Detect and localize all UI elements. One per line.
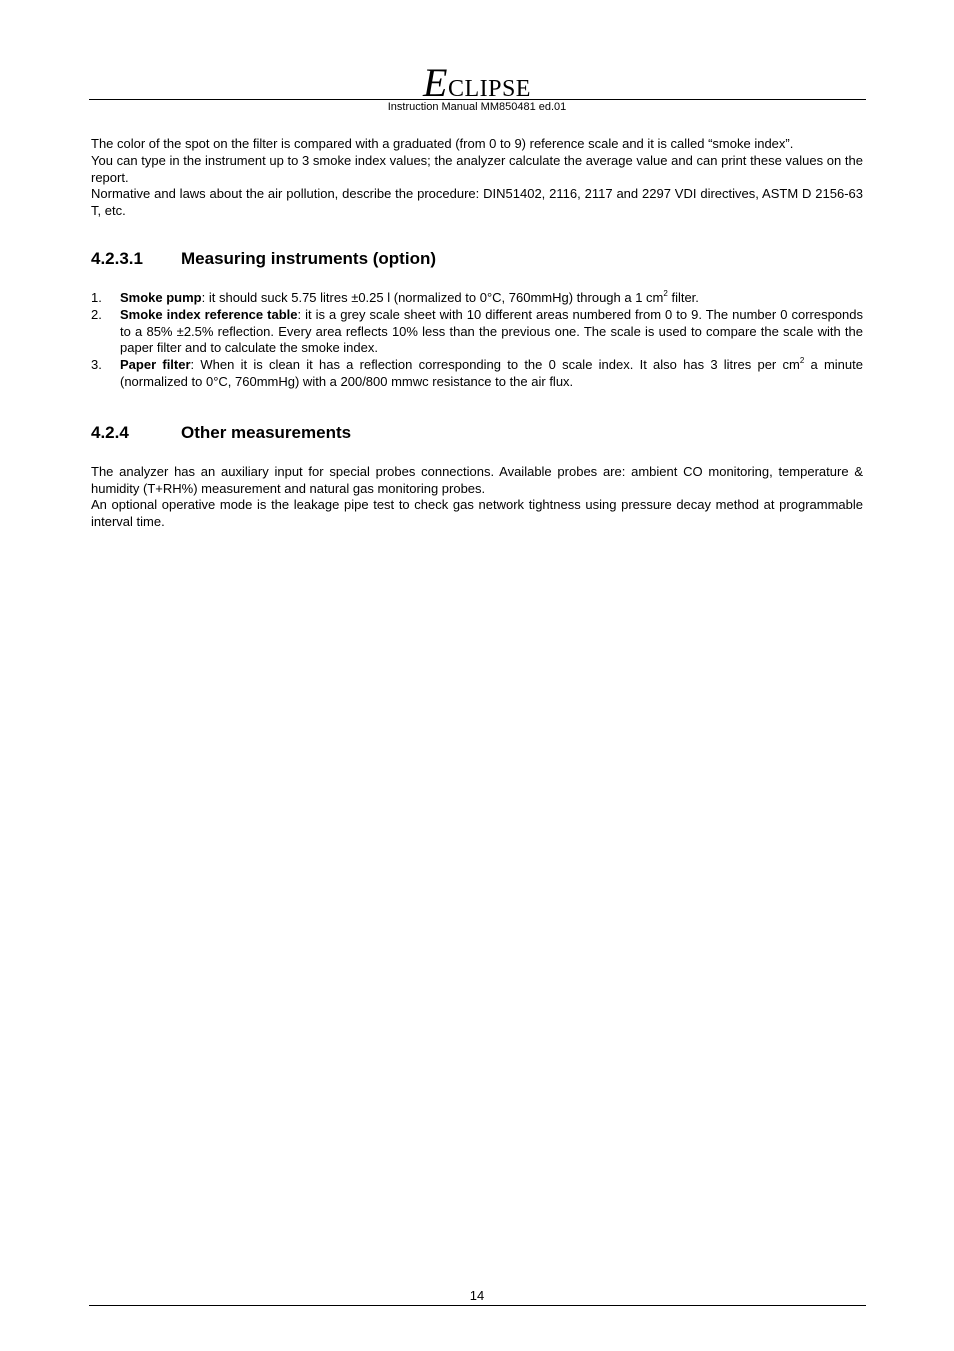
list-item-text: : it is a grey scale sheet with 10 different areas numbered from 0 to 9. The number 0 corresponds to a 85% ±2.5% reflection. Every area reflects 10% less than the previous one. The scale is used to compare the scale with the paper filter and to calculate the smoke index. [120, 306, 863, 356]
instruments-list [91, 290, 863, 391]
list-item-term: Paper filter [120, 357, 191, 373]
section-number: 4.2.4 [91, 422, 129, 442]
list-item [91, 307, 863, 357]
intro-paragraph-1: The color of the spot on the filter is compared with a graduated (from 0 to 9) reference scale and it is called “smoke index”. [91, 136, 794, 151]
page-number: 14 [469, 1288, 485, 1303]
page-content [91, 136, 863, 531]
section-title: Measuring instruments (option) [181, 248, 436, 268]
logo-rest: clipse [447, 67, 531, 104]
list-item [91, 357, 863, 391]
section-number: 4.2.3.1 [91, 248, 143, 268]
intro-paragraph-2: You can type in the instrument up to 3 smoke index values; the analyzer calculate the average value and can print these values on the report. [91, 152, 863, 185]
list-item-number: 3. [91, 357, 102, 373]
manual-title: Instruction Manual MM850481 ed.01 [387, 101, 567, 113]
list-item [91, 290, 863, 307]
list-item-term: Smoke index reference table [120, 306, 298, 322]
footer-rule [89, 1305, 866, 1306]
superscript: 2 [799, 355, 805, 365]
list-item-number: 2. [91, 306, 102, 322]
list-item-number: 1. [91, 289, 102, 305]
logo-initial: E [423, 60, 448, 105]
intro-paragraph-3: Normative and laws about the air pollution, describe the procedure: DIN51402, 2116, 2117 and 2297 VDI directives, ASTM D 2156-63 T, etc. [91, 186, 863, 219]
other-measurements-paragraph-2: An optional operative mode is the leakage pipe test to check gas network tightness using pressure decay method at programmable interval time. [91, 497, 863, 530]
header-rule [89, 99, 866, 100]
list-item-text: filter. [667, 289, 699, 305]
section-title: Other measurements [181, 422, 352, 442]
list-item-text: : When it is clean it has a reflection corresponding to the 0 scale index. It also has 3 litres per cm [190, 357, 800, 373]
list-item-term: Smoke pump [120, 289, 202, 305]
section-heading-424 [91, 422, 863, 444]
other-measurements-paragraph-1: The analyzer has an auxiliary input for special probes connections. Available probes are: ambient CO monitoring, temperature & humidity (T+RH%) measurement and natural gas monitoring probes. [91, 463, 863, 496]
list-item-text: a minute (normalized to 0°C, 760mmHg) with a 200/800 mmwc resistance to the air flux. [120, 357, 863, 389]
list-item-text: : it should suck 5.75 litres ±0.25 l (normalized to 0°C, 760mmHg) through a 1 cm [201, 289, 664, 305]
section-heading-4231 [91, 248, 863, 270]
superscript: 2 [663, 288, 668, 298]
